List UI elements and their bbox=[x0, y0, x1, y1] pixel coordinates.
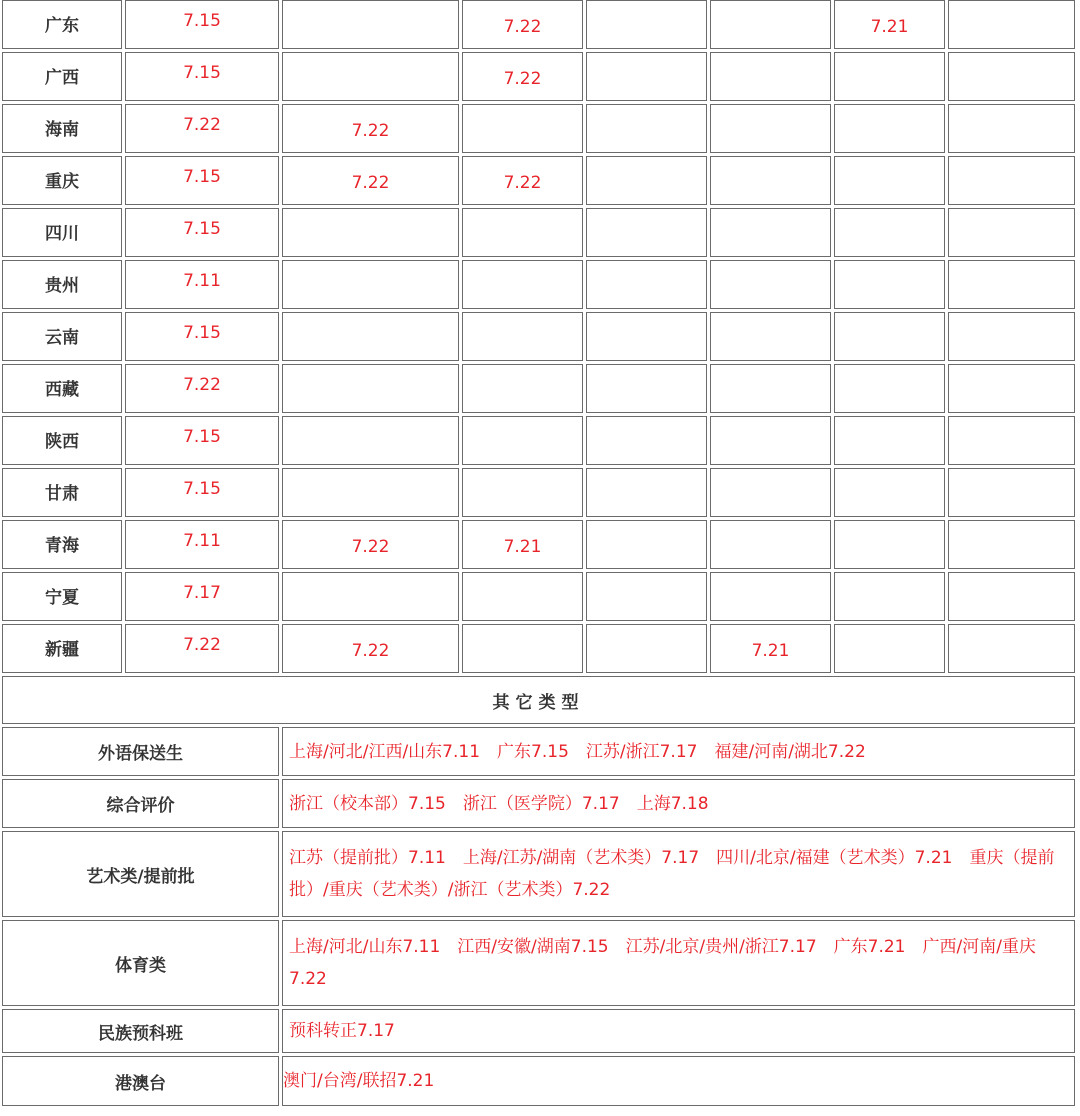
section-header-row bbox=[2, 676, 1075, 724]
date-cell bbox=[948, 468, 1075, 517]
date-cell bbox=[586, 260, 707, 309]
province-name: 海南 bbox=[2, 104, 122, 153]
date-cell: 7.15 bbox=[125, 468, 279, 517]
date-cell bbox=[710, 468, 831, 517]
date-cell: 7.22 bbox=[125, 364, 279, 413]
other-type-label: 艺术类/提前批 bbox=[2, 831, 279, 917]
date-cell bbox=[462, 468, 583, 517]
other-type-row bbox=[2, 727, 1075, 776]
date-cell bbox=[834, 312, 945, 361]
date-cell bbox=[586, 104, 707, 153]
date-cell bbox=[586, 156, 707, 205]
date-cell bbox=[710, 208, 831, 257]
date-cell bbox=[586, 208, 707, 257]
date-cell bbox=[710, 156, 831, 205]
other-type-row bbox=[2, 779, 1075, 828]
province-name: 广东 bbox=[2, 0, 122, 49]
date-cell: 7.15 bbox=[125, 312, 279, 361]
date-cell bbox=[948, 572, 1075, 621]
date-cell bbox=[948, 312, 1075, 361]
date-cell: 7.15 bbox=[125, 0, 279, 49]
date-cell bbox=[834, 572, 945, 621]
province-name: 云南 bbox=[2, 312, 122, 361]
province-name: 西藏 bbox=[2, 364, 122, 413]
province-row bbox=[2, 156, 1075, 205]
date-cell bbox=[282, 52, 459, 101]
date-cell: 7.22 bbox=[125, 104, 279, 153]
date-cell bbox=[282, 312, 459, 361]
date-cell bbox=[834, 104, 945, 153]
date-cell bbox=[834, 208, 945, 257]
section-title: 其它类型 bbox=[2, 676, 1075, 724]
date-cell bbox=[948, 156, 1075, 205]
date-cell: 7.21 bbox=[834, 0, 945, 49]
date-cell bbox=[462, 312, 583, 361]
date-cell bbox=[586, 312, 707, 361]
date-cell bbox=[710, 260, 831, 309]
date-cell bbox=[586, 520, 707, 569]
date-cell bbox=[282, 0, 459, 49]
date-cell bbox=[462, 624, 583, 673]
date-cell: 7.22 bbox=[462, 0, 583, 49]
date-cell: 7.22 bbox=[462, 156, 583, 205]
date-cell bbox=[462, 416, 583, 465]
date-cell bbox=[834, 52, 945, 101]
other-type-row bbox=[2, 1009, 1075, 1053]
date-cell bbox=[948, 52, 1075, 101]
province-row bbox=[2, 260, 1075, 309]
date-cell bbox=[834, 416, 945, 465]
date-cell bbox=[462, 260, 583, 309]
province-row bbox=[2, 364, 1075, 413]
province-row bbox=[2, 468, 1075, 517]
date-cell bbox=[948, 624, 1075, 673]
province-name: 青海 bbox=[2, 520, 122, 569]
date-cell: 7.15 bbox=[125, 156, 279, 205]
date-cell bbox=[462, 572, 583, 621]
date-cell bbox=[948, 364, 1075, 413]
date-cell bbox=[948, 104, 1075, 153]
date-cell bbox=[282, 468, 459, 517]
date-cell bbox=[282, 260, 459, 309]
date-cell bbox=[834, 624, 945, 673]
other-type-dates: 上海/河北/山东7.11 江西/安徽/湖南7.15 江苏/北京/贵州/浙江7.17 广东7.21 广西/河南/重庆7.22 bbox=[282, 920, 1075, 1006]
province-name: 宁夏 bbox=[2, 572, 122, 621]
province-row bbox=[2, 624, 1075, 673]
date-cell bbox=[834, 520, 945, 569]
date-cell bbox=[710, 312, 831, 361]
date-cell bbox=[948, 416, 1075, 465]
other-type-label: 体育类 bbox=[2, 920, 279, 1006]
date-cell bbox=[948, 520, 1075, 569]
province-name: 四川 bbox=[2, 208, 122, 257]
date-cell: 7.15 bbox=[125, 416, 279, 465]
other-type-label: 外语保送生 bbox=[2, 727, 279, 776]
date-cell: 7.22 bbox=[462, 52, 583, 101]
date-cell bbox=[710, 364, 831, 413]
other-type-dates: 澳门/台湾/联招7.21 bbox=[282, 1056, 1075, 1106]
date-cell: 7.17 bbox=[125, 572, 279, 621]
province-name: 新疆 bbox=[2, 624, 122, 673]
province-row bbox=[2, 520, 1075, 569]
date-cell: 7.22 bbox=[282, 104, 459, 153]
date-cell: 7.22 bbox=[125, 624, 279, 673]
date-cell bbox=[586, 572, 707, 621]
date-cell: 7.15 bbox=[125, 52, 279, 101]
date-cell: 7.11 bbox=[125, 260, 279, 309]
date-cell bbox=[710, 0, 831, 49]
other-type-label: 综合评价 bbox=[2, 779, 279, 828]
date-cell bbox=[586, 364, 707, 413]
date-cell bbox=[586, 624, 707, 673]
date-cell bbox=[282, 416, 459, 465]
date-cell bbox=[462, 208, 583, 257]
date-cell bbox=[948, 260, 1075, 309]
date-cell: 7.22 bbox=[282, 624, 459, 673]
date-cell bbox=[282, 208, 459, 257]
province-name: 广西 bbox=[2, 52, 122, 101]
province-name: 贵州 bbox=[2, 260, 122, 309]
date-cell bbox=[710, 416, 831, 465]
province-name: 甘肃 bbox=[2, 468, 122, 517]
date-cell: 7.11 bbox=[125, 520, 279, 569]
date-cell bbox=[834, 260, 945, 309]
date-cell: 7.22 bbox=[282, 156, 459, 205]
date-cell: 7.21 bbox=[462, 520, 583, 569]
date-cell bbox=[710, 52, 831, 101]
date-cell bbox=[462, 364, 583, 413]
date-cell bbox=[462, 104, 583, 153]
other-type-row bbox=[2, 831, 1075, 917]
other-type-dates: 上海/河北/江西/山东7.11 广东7.15 江苏/浙江7.17 福建/河南/湖北7.22 bbox=[282, 727, 1075, 776]
date-cell bbox=[710, 104, 831, 153]
other-type-dates: 浙江（校本部）7.15 浙江（医学院）7.17 上海7.18 bbox=[282, 779, 1075, 828]
province-name: 重庆 bbox=[2, 156, 122, 205]
province-row bbox=[2, 52, 1075, 101]
province-row bbox=[2, 312, 1075, 361]
province-name: 陕西 bbox=[2, 416, 122, 465]
province-row bbox=[2, 416, 1075, 465]
date-cell bbox=[834, 156, 945, 205]
date-cell bbox=[948, 208, 1075, 257]
date-cell bbox=[586, 468, 707, 517]
other-type-row bbox=[2, 1056, 1075, 1106]
date-cell bbox=[710, 572, 831, 621]
date-cell bbox=[282, 572, 459, 621]
other-type-dates: 江苏（提前批）7.11 上海/江苏/湖南（艺术类）7.17 四川/北京/福建（艺术类）7.21 重庆（提前批）/重庆（艺术类）/浙江（艺术类）7.22 bbox=[282, 831, 1075, 917]
province-row bbox=[2, 104, 1075, 153]
other-type-dates: 预科转正7.17 bbox=[282, 1009, 1075, 1053]
date-cell: 7.21 bbox=[710, 624, 831, 673]
date-cell bbox=[710, 520, 831, 569]
province-row bbox=[2, 208, 1075, 257]
date-cell bbox=[834, 468, 945, 517]
province-row bbox=[2, 572, 1075, 621]
date-cell: 7.15 bbox=[125, 208, 279, 257]
date-cell bbox=[586, 416, 707, 465]
date-cell bbox=[586, 0, 707, 49]
other-type-row bbox=[2, 920, 1075, 1006]
date-cell bbox=[586, 52, 707, 101]
province-row bbox=[2, 0, 1075, 49]
date-cell: 7.22 bbox=[282, 520, 459, 569]
other-type-label: 民族预科班 bbox=[2, 1009, 279, 1053]
date-cell bbox=[948, 0, 1075, 49]
date-cell bbox=[834, 364, 945, 413]
other-type-label: 港澳台 bbox=[2, 1056, 279, 1106]
date-cell bbox=[282, 364, 459, 413]
